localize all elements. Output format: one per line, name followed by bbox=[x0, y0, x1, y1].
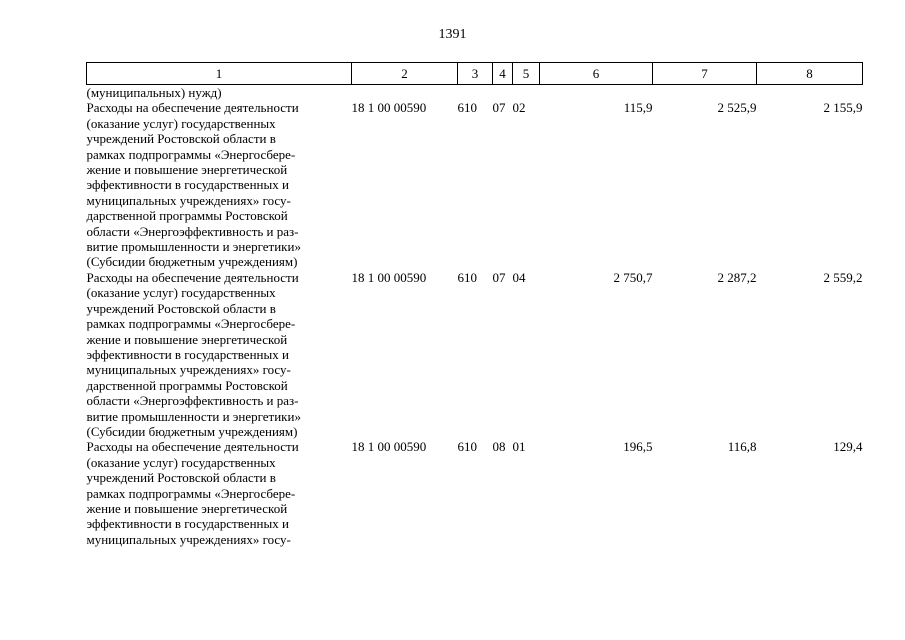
description-line: витие промышленности и энергетики» bbox=[86, 239, 301, 255]
target-code: 18 1 00 00590 bbox=[351, 439, 427, 455]
description-line: жение и повышение энергетической bbox=[86, 331, 288, 347]
column-header: 4 bbox=[493, 63, 513, 85]
description-line: (Субсидии бюджетным учреждениям) bbox=[86, 254, 298, 270]
section-code: 07 bbox=[492, 100, 506, 116]
description-line: муниципальных учреждениях» госу- bbox=[86, 192, 291, 208]
expense-type: 610 bbox=[457, 100, 477, 116]
page-number: 1391 bbox=[438, 27, 467, 42]
column-header: 5 bbox=[513, 63, 540, 85]
description-line: области «Энергоэффективность и раз- bbox=[86, 223, 299, 239]
target-code: 18 1 00 00590 bbox=[351, 269, 427, 285]
column-header: 1 bbox=[87, 63, 352, 85]
amount-col7: 2 525,9 bbox=[717, 100, 757, 116]
continuation-text: (муниципальных) нужд) bbox=[86, 85, 222, 100]
section-code: 07 bbox=[492, 269, 506, 285]
description-line: эффективности в государственных и bbox=[86, 346, 289, 362]
column-header: 6 bbox=[540, 63, 653, 85]
description-line: дарственной программы Ростовской bbox=[86, 208, 288, 224]
amount-col8: 2 559,2 bbox=[823, 269, 863, 285]
target-code: 18 1 00 00590 bbox=[351, 100, 427, 116]
description-line: муниципальных учреждениях» госу- bbox=[86, 531, 291, 547]
subsection-code: 02 bbox=[512, 100, 526, 116]
row-description bbox=[87, 100, 352, 269]
description-line: жение и повышение энергетической bbox=[86, 162, 288, 178]
description-line: (оказание услуг) государственных bbox=[86, 115, 276, 131]
table-row bbox=[87, 439, 863, 547]
description-line: Расходы на обеспечение деятельности bbox=[86, 100, 299, 116]
column-header: 3 bbox=[458, 63, 493, 85]
description-line: эффективности в государственных и bbox=[86, 177, 289, 193]
description-line: учреждений Ростовской области в bbox=[86, 470, 276, 486]
description-line: (оказание услуг) государственных bbox=[86, 454, 276, 470]
subsection-code: 04 bbox=[512, 269, 526, 285]
description-line: Расходы на обеспечение деятельности bbox=[86, 269, 299, 285]
row-description bbox=[87, 270, 352, 439]
amount-col7: 116,8 bbox=[727, 439, 757, 455]
column-header: 7 bbox=[653, 63, 757, 85]
description-line: (Субсидии бюджетным учреждениям) bbox=[86, 423, 298, 439]
amount-col6: 2 750,7 bbox=[613, 269, 653, 285]
description-line: учреждений Ростовской области в bbox=[86, 131, 276, 147]
column-header: 8 bbox=[757, 63, 863, 85]
description-line: жение и повышение энергетической bbox=[86, 500, 288, 516]
description-line: эффективности в государственных и bbox=[86, 516, 289, 532]
description-line: дарственной программы Ростовской bbox=[86, 377, 288, 393]
description-line: (оказание услуг) государственных bbox=[86, 285, 276, 301]
amount-col6: 115,9 bbox=[623, 100, 653, 116]
table-row bbox=[87, 270, 863, 439]
expense-type: 610 bbox=[457, 439, 477, 455]
amount-col8: 2 155,9 bbox=[823, 100, 863, 116]
continuation-row bbox=[87, 85, 863, 101]
description-line: рамках подпрограммы «Энергосбере- bbox=[86, 316, 296, 332]
description-line: области «Энергоэффективность и раз- bbox=[86, 393, 299, 409]
amount-col8: 129,4 bbox=[833, 439, 863, 455]
description-line: рамках подпрограммы «Энергосбере- bbox=[86, 485, 296, 501]
section-code: 08 bbox=[492, 439, 506, 455]
amount-col7: 2 287,2 bbox=[717, 269, 757, 285]
description-line: витие промышленности и энергетики» bbox=[86, 408, 301, 424]
column-header: 2 bbox=[352, 63, 458, 85]
expense-type: 610 bbox=[457, 269, 477, 285]
description-line: учреждений Ростовской области в bbox=[86, 300, 276, 316]
budget-table bbox=[86, 62, 863, 547]
table-row bbox=[87, 100, 863, 269]
amount-col6: 196,5 bbox=[623, 439, 653, 455]
row-description bbox=[87, 439, 352, 547]
description-line: рамках подпрограммы «Энергосбере- bbox=[86, 146, 296, 162]
subsection-code: 01 bbox=[512, 439, 526, 455]
description-line: муниципальных учреждениях» госу- bbox=[86, 362, 291, 378]
description-line: Расходы на обеспечение деятельности bbox=[86, 439, 299, 455]
column-number-header bbox=[87, 63, 863, 85]
